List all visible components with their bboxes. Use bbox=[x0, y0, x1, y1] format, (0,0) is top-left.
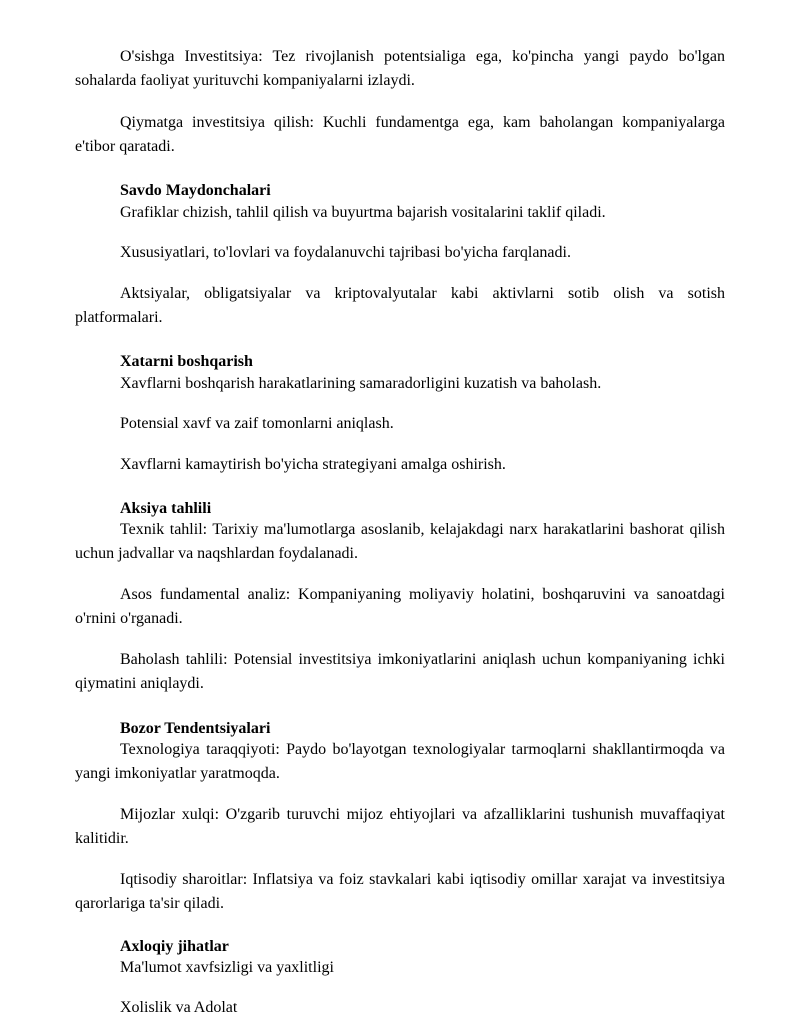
ethics-line-1: Ma'lumot xavfsizligi va yaxlitligi bbox=[120, 959, 334, 976]
stock-analysis-line-1: Texnik tahlil: Tarixiy ma'lumotlarga asoslanib, kelajakdagi narx harakatlarini bashorat qilish uchun jadvallar va naqshlardan foydalanadi. bbox=[75, 521, 725, 562]
market-trends-line-3: Iqtisodiy sharoitlar: Inflatsiya va foiz stavkalari kabi iqtisodiy omillar xarajat va investitsiya qarorlariga ta'sir qiladi. bbox=[75, 871, 725, 912]
stock-analysis-line-3: Baholash tahlili: Potensial investitsiya imkoniyatlarini aniqlash uchun kompaniyaning ichki qiymatini aniqlaydi. bbox=[75, 651, 725, 692]
heading-risk-management: Xatarni boshqarish bbox=[120, 353, 253, 370]
risk-management-line-2: Potensial xavf va zaif tomonlarni aniqlash. bbox=[120, 415, 394, 432]
paragraph-growth-investing: O'sishga Investitsiya: Tez rivojlanish potentsialiga ega, ko'pincha yangi paydo bo'lgan sohalarda faoliyat yurituvchi kompaniyalarni izlaydi. bbox=[75, 48, 725, 89]
risk-management-line-3: Xavflarni kamaytirish bo'yicha strategiyani amalga oshirish. bbox=[120, 456, 506, 473]
risk-management-line-1: Xavflarni boshqarish harakatlarining samaradorligini kuzatish va baholash. bbox=[120, 375, 602, 392]
market-trends-line-2: Mijozlar xulqi: O'zgarib turuvchi mijoz ehtiyojlari va afzalliklarini tushunish muvaffaqiyat kalitidir. bbox=[75, 806, 725, 847]
paragraph-value-investing: Qiymatga investitsiya qilish: Kuchli fundamentga ega, kam baholangan kompaniyalarga e'tibor qaratadi. bbox=[75, 114, 725, 155]
trading-platforms-line-3: Aktsiyalar, obligatsiyalar va kriptovalyutalar kabi aktivlarni sotib olish va sotish platformalari. bbox=[75, 285, 725, 326]
market-trends-line-1: Texnologiya taraqqiyoti: Paydo bo'layotgan texnologiyalar tarmoqlarni shakllantirmoqda va yangi imkoniyatlar yaratmoqda. bbox=[75, 741, 725, 782]
heading-ethics: Axloqiy jihatlar bbox=[120, 938, 229, 955]
ethics-line-2: Xolislik va Adolat bbox=[120, 999, 238, 1016]
stock-analysis-line-2: Asos fundamental analiz: Kompaniyaning moliyaviy holatini, boshqaruvini va sanoatdagi o'rnini o'rganadi. bbox=[75, 586, 725, 627]
heading-trading-platforms: Savdo Maydonchalari bbox=[120, 182, 271, 199]
heading-stock-analysis: Aksiya tahlili bbox=[120, 500, 212, 517]
trading-platforms-line-2: Xususiyatlari, to'lovlari va foydalanuvchi tajribasi bo'yicha farqlanadi. bbox=[120, 244, 571, 261]
heading-market-trends: Bozor Tendentsiyalari bbox=[120, 720, 271, 737]
trading-platforms-line-1: Grafiklar chizish, tahlil qilish va buyurtma bajarish vositalarini taklif qiladi. bbox=[120, 204, 606, 221]
